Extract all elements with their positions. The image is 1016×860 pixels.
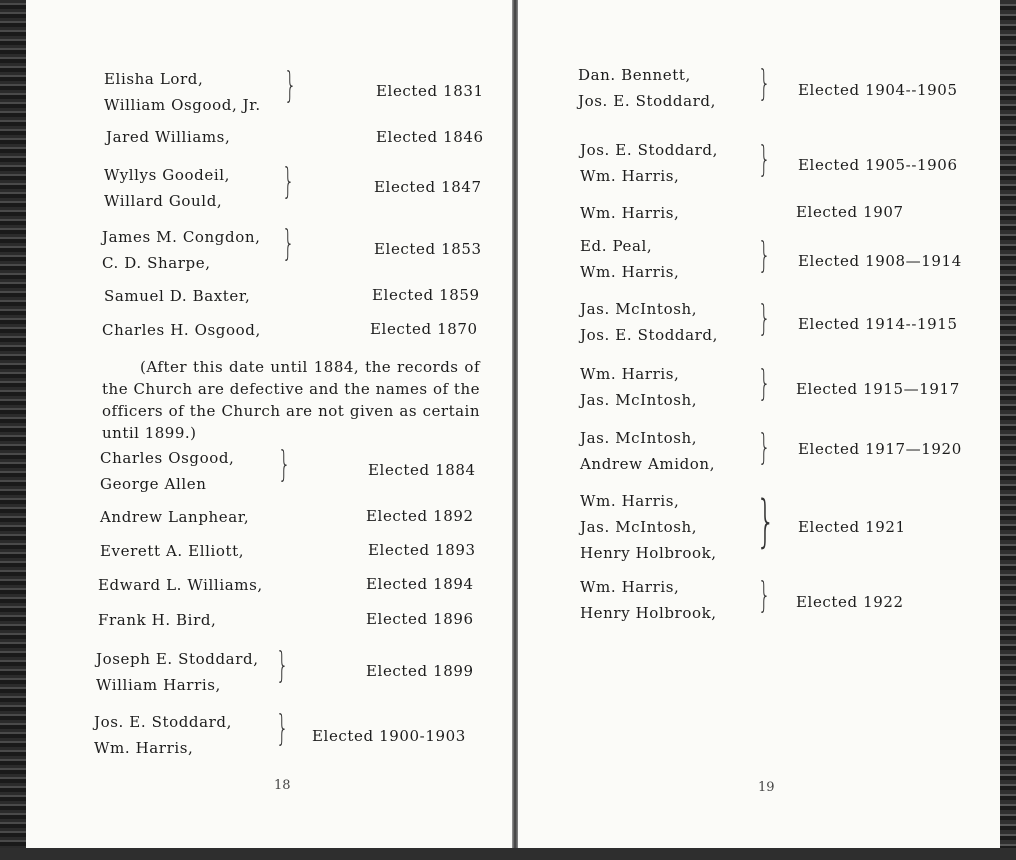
records-note	[102, 356, 480, 444]
officer-name: Wm. Harris,	[580, 492, 680, 510]
officer-name: Charles H. Osgood,	[102, 321, 261, 339]
officer-name: William Osgood, Jr.	[104, 96, 261, 114]
elected-year: Elected 1899	[366, 662, 474, 680]
officer-name: Joseph E. Stoddard,	[96, 650, 259, 668]
officer-name: William Harris,	[96, 676, 221, 694]
page-number: 18	[274, 778, 291, 793]
officer-name: Andrew Lanphear,	[100, 508, 250, 526]
officer-name: Everett A. Elliott,	[100, 542, 245, 560]
brace: }	[282, 223, 295, 264]
officer-name: Jas. McIntosh,	[580, 300, 698, 318]
officer-name: Jas. McIntosh,	[580, 429, 698, 447]
officer-name: Jos. E. Stoddard,	[94, 713, 232, 731]
officer-name: James M. Congdon,	[102, 228, 261, 246]
elected-year: Elected 1831	[376, 82, 484, 100]
elected-year: Elected 1894	[366, 575, 474, 593]
elected-year: Elected 1896	[366, 610, 474, 628]
brace: }	[758, 427, 771, 468]
brace: }	[758, 63, 771, 104]
officer-name: Dan. Bennett,	[578, 66, 691, 84]
elected-year: Elected 1905--1906	[798, 156, 958, 174]
officer-name: Jared Williams,	[106, 128, 231, 146]
elected-year: Elected 1853	[374, 240, 482, 258]
elected-year: Elected 1917—1920	[798, 440, 962, 458]
officer-name: Wm. Harris,	[580, 263, 680, 281]
elected-year: Elected 1892	[366, 507, 474, 525]
officer-name: Wm. Harris,	[580, 167, 680, 185]
officer-name: Jos. E. Stoddard,	[578, 92, 716, 110]
right-page-edge	[1000, 0, 1016, 860]
elected-year: Elected 1904--1905	[798, 81, 958, 99]
officer-name: Ed. Peal,	[580, 237, 653, 255]
brace: }	[284, 65, 297, 106]
officer-name: Frank H. Bird,	[98, 611, 217, 629]
page-number: 19	[758, 780, 775, 795]
officer-name: Wm. Harris,	[94, 739, 194, 757]
officer-name: Henry Holbrook,	[580, 604, 717, 622]
officer-name: C. D. Sharpe,	[102, 254, 211, 272]
officer-name: Jas. McIntosh,	[580, 518, 698, 536]
elected-year: Elected 1846	[376, 128, 484, 146]
officer-name: Wm. Harris,	[580, 578, 680, 596]
officer-name: Wm. Harris,	[580, 204, 680, 222]
elected-year: Elected 1847	[374, 178, 482, 196]
bottom-edge	[0, 848, 1016, 860]
left-page-edge	[0, 0, 26, 860]
elected-year: Elected 1908—1914	[798, 252, 962, 270]
brace: }	[278, 444, 291, 485]
brace: }	[276, 708, 289, 749]
elected-year: Elected 1921	[798, 518, 906, 536]
brace: }	[758, 363, 771, 404]
elected-year: Elected 1907	[796, 203, 904, 221]
officer-name: Charles Osgood,	[100, 449, 235, 467]
elected-year: Elected 1915—1917	[796, 380, 960, 398]
officer-name: Jos. E. Stoddard,	[580, 141, 718, 159]
elected-year: Elected 1859	[372, 286, 480, 304]
elected-year: Elected 1893	[368, 541, 476, 559]
officer-name: Henry Holbrook,	[580, 544, 717, 562]
officer-name: Samuel D. Baxter,	[104, 287, 251, 305]
elected-year: Elected 1914--1915	[798, 315, 958, 333]
officer-name: George Allen	[100, 475, 207, 493]
officer-name: Jas. McIntosh,	[580, 391, 698, 409]
officer-name: Willard Gould,	[104, 192, 223, 210]
brace: }	[276, 645, 289, 686]
officer-name: Jos. E. Stoddard,	[580, 326, 718, 344]
officer-name: Andrew Amidon,	[580, 455, 716, 473]
elected-year: Elected 1900-1903	[312, 727, 466, 745]
brace: }	[756, 489, 776, 554]
brace: }	[758, 235, 771, 276]
officer-name: Edward L. Williams,	[98, 576, 263, 594]
left-page	[26, 0, 512, 848]
elected-year: Elected 1922	[796, 593, 904, 611]
brace: }	[758, 575, 771, 616]
officer-name: Elisha Lord,	[104, 70, 204, 88]
brace: }	[282, 161, 295, 202]
officer-name: Wyllys Goodeil,	[104, 166, 230, 184]
brace: }	[758, 139, 771, 180]
officer-name: Wm. Harris,	[580, 365, 680, 383]
elected-year: Elected 1870	[370, 320, 478, 338]
note-text: (After this date until 1884, the records of the Church are defective and the names of the officers of the Church are not given as certain until 1899.)	[102, 358, 480, 442]
brace: }	[758, 298, 771, 339]
right-page	[518, 0, 1000, 848]
elected-year: Elected 1884	[368, 461, 476, 479]
